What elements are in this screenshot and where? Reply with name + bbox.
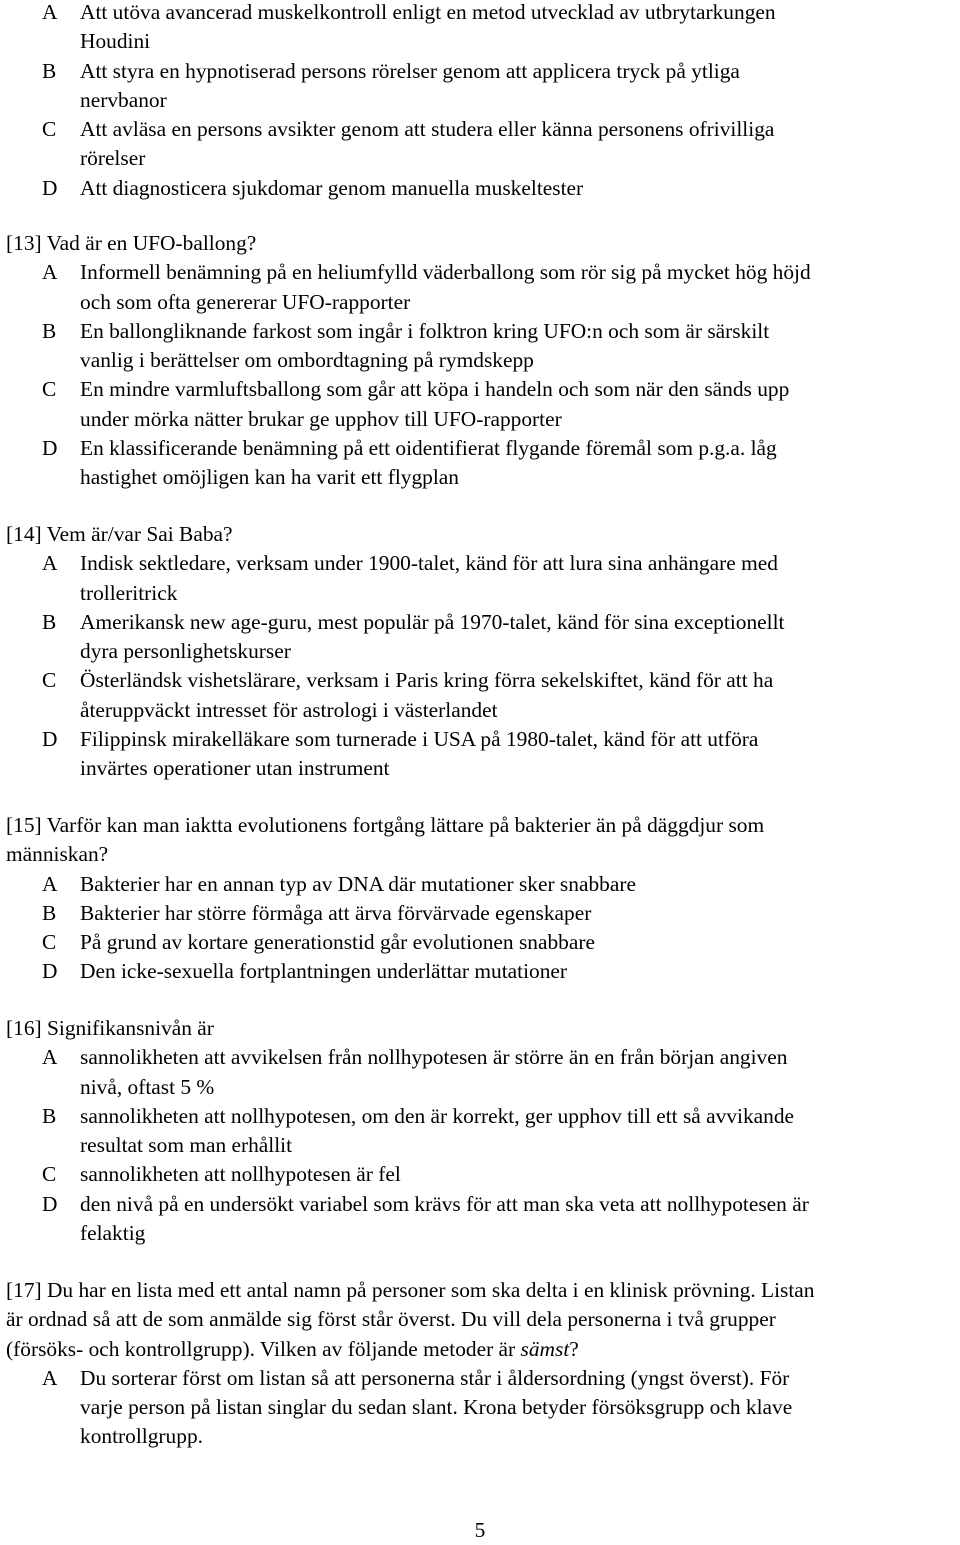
option-text: En mindre varmluftsballong som går att köpa i handeln och som när den sänds upp bbox=[80, 377, 790, 402]
option-text: Indisk sektledare, verksam under 1900-talet, känd för att lura sina anhängare med bbox=[80, 551, 778, 576]
option-letter: A bbox=[42, 551, 58, 576]
option-text: På grund av kortare generationstid går evolutionen snabbare bbox=[80, 930, 595, 955]
option-letter: B bbox=[42, 900, 57, 925]
option-text: återuppväckt intresset för astrologi i västerlandet bbox=[80, 697, 498, 722]
option-text: Informell benämning på en heliumfylld väderballong som rör sig på mycket hög höjd bbox=[80, 260, 811, 285]
option-letter: A bbox=[42, 1365, 58, 1390]
answer-option-a bbox=[6, 1364, 960, 1452]
option-letter: D bbox=[42, 1191, 58, 1216]
option-text: Amerikansk new age-guru, mest populär på 1970-talet, känd för sina exceptionellt bbox=[80, 609, 785, 634]
option-letter: D bbox=[42, 959, 58, 984]
question-text: [17] Du har en lista med ett antal namn på personer som ska delta i en klinisk prövning. Listan bbox=[6, 1278, 815, 1302]
question-text: [16] Signifikansnivån är bbox=[6, 1016, 214, 1040]
option-text: invärtes operationer utan instrument bbox=[80, 756, 390, 781]
option-text: En ballongliknande farkost som ingår i folktron kring UFO:n och som är särskilt bbox=[80, 318, 770, 343]
answer-option-d bbox=[6, 434, 960, 493]
option-text: Bakterier har en annan typ av DNA där mutationer sker snabbare bbox=[80, 871, 636, 896]
option-text: den nivå på en undersökt variabel som krävs för att man ska veta att nollhypotesen är bbox=[80, 1191, 809, 1216]
answer-option-c bbox=[6, 928, 960, 957]
option-letter: C bbox=[42, 377, 57, 402]
option-letter: B bbox=[42, 1103, 57, 1128]
question-13 bbox=[6, 229, 960, 493]
option-text: felaktig bbox=[80, 1221, 146, 1246]
answer-option-b bbox=[6, 899, 960, 928]
option-letter: A bbox=[42, 1045, 58, 1070]
question-16 bbox=[6, 1014, 960, 1248]
option-text: under mörka nätter brukar ge upphov till UFO-rapporter bbox=[80, 406, 562, 431]
option-letter: D bbox=[42, 727, 58, 752]
question-text-suffix: ? bbox=[569, 1336, 579, 1361]
answer-option-c bbox=[6, 375, 960, 434]
question-text: [14] Vem är/var Sai Baba? bbox=[6, 522, 233, 546]
option-letter: B bbox=[42, 609, 57, 634]
answer-option-a bbox=[6, 870, 960, 899]
question-text bbox=[6, 1335, 960, 1364]
option-text: hastighet omöjligen kan ha varit ett flygplan bbox=[80, 465, 459, 490]
question-emphasis: sämst bbox=[520, 1336, 570, 1361]
option-letter: B bbox=[42, 58, 57, 83]
option-text: Du sorterar först om listan så att personerna står i åldersordning (yngst överst). För bbox=[80, 1365, 790, 1390]
option-text: dyra personlighetskurser bbox=[80, 639, 291, 664]
option-letter: A bbox=[42, 260, 58, 285]
option-text: En klassificerande benämning på ett oidentifierat flygande föremål som p.g.a. låg bbox=[80, 436, 777, 461]
answer-option-b bbox=[6, 608, 960, 667]
option-text: Filippinsk mirakelläkare som turnerade i USA på 1980-talet, känd för att utföra bbox=[80, 727, 759, 752]
option-text: och som ofta genererar UFO-rapporter bbox=[80, 289, 411, 314]
answer-option-d bbox=[6, 174, 960, 203]
answer-option-c bbox=[6, 666, 960, 725]
option-text: Att avläsa en persons avsikter genom att studera eller känna personens ofrivilliga bbox=[80, 117, 775, 142]
option-text: trolleritrick bbox=[80, 580, 178, 605]
option-text: nivå, oftast 5 % bbox=[80, 1074, 215, 1099]
question-14 bbox=[6, 520, 960, 784]
option-letter: C bbox=[42, 668, 57, 693]
option-text: sannolikheten att nollhypotesen, om den är korrekt, ger upphov till ett så avvikande bbox=[80, 1103, 795, 1128]
page-number: 5 bbox=[474, 1518, 486, 1542]
question-text: människan? bbox=[6, 842, 109, 867]
question-text: är ordnad så att de som anmälde sig först står överst. Du vill dela personerna i två grupper bbox=[6, 1307, 776, 1332]
option-letter: A bbox=[42, 871, 58, 896]
option-text: Att diagnosticera sjukdomar genom manuella muskeltester bbox=[80, 175, 584, 200]
option-letter: C bbox=[42, 930, 57, 955]
question-text: [15] Varför kan man iaktta evolutionens fortgång lättare på bakterier än på däggdjur som bbox=[6, 813, 765, 837]
option-letter: D bbox=[42, 175, 58, 200]
option-text: Houdini bbox=[80, 29, 151, 54]
option-letter: C bbox=[42, 117, 57, 142]
question-15 bbox=[6, 811, 960, 987]
option-text: Den icke-sexuella fortplantningen underlättar mutationer bbox=[80, 959, 568, 984]
question-12-options bbox=[6, 0, 960, 203]
question-text: [13] Vad är en UFO-ballong? bbox=[6, 231, 257, 255]
question-text-prefix: (försöks- och kontrollgrupp). Vilken av följande metoder är bbox=[6, 1336, 521, 1361]
option-text: Att styra en hypnotiserad persons rörelser genom att applicera tryck på ytliga bbox=[80, 58, 740, 83]
option-text: Österländsk vishetslärare, verksam i Paris kring förra sekelskiftet, känd för att ha bbox=[80, 668, 774, 693]
option-text: kontrollgrupp. bbox=[80, 1424, 203, 1449]
option-letter: C bbox=[42, 1162, 57, 1187]
answer-option-a bbox=[6, 549, 960, 608]
option-text: Bakterier har större förmåga att ärva förvärvade egenskaper bbox=[80, 900, 592, 925]
answer-option-b bbox=[6, 317, 960, 376]
option-letter: D bbox=[42, 436, 58, 461]
question-17 bbox=[6, 1276, 960, 1452]
option-text: varje person på listan singlar du sedan slant. Krona betyder försöksgrupp och klave bbox=[80, 1395, 793, 1420]
answer-option-a bbox=[6, 1043, 960, 1102]
answer-option-d bbox=[6, 1190, 960, 1249]
answer-option-d bbox=[6, 725, 960, 784]
answer-option-a bbox=[6, 258, 960, 317]
answer-option-b bbox=[6, 57, 960, 116]
answer-option-b bbox=[6, 1102, 960, 1161]
answer-option-c bbox=[6, 1160, 960, 1189]
option-text: rörelser bbox=[80, 146, 146, 171]
option-text: vanlig i berättelser om ombordtagning på rymdskepp bbox=[80, 348, 534, 373]
option-text: sannolikheten att avvikelsen från nollhypotesen är större än en från början angiven bbox=[80, 1045, 788, 1070]
option-text: sannolikheten att nollhypotesen är fel bbox=[80, 1162, 401, 1187]
option-letter: B bbox=[42, 318, 57, 343]
option-text: Att utöva avancerad muskelkontroll enligt en metod utvecklad av utbrytarkungen bbox=[80, 0, 776, 24]
option-text: resultat som man erhållit bbox=[80, 1133, 293, 1158]
option-letter: A bbox=[42, 0, 58, 24]
answer-option-d bbox=[6, 957, 960, 986]
answer-option-c bbox=[6, 115, 960, 174]
answer-option-a bbox=[6, 0, 960, 57]
option-text: nervbanor bbox=[80, 87, 167, 112]
